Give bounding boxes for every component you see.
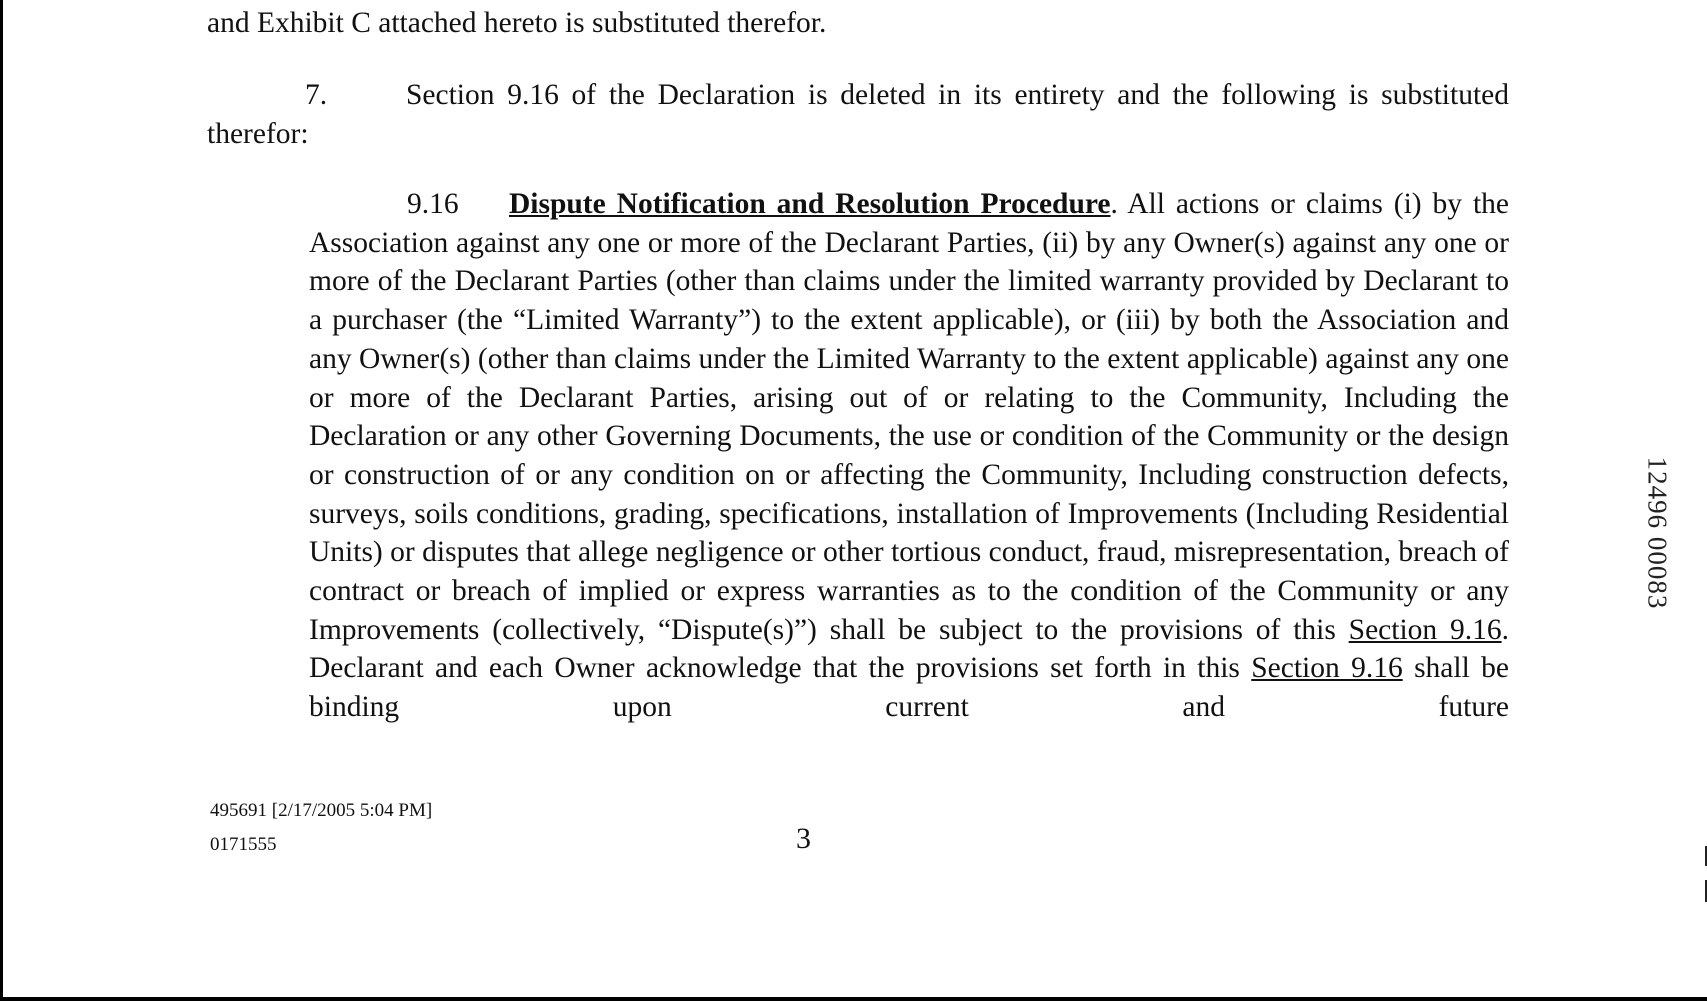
section-reference: Section 9.16 xyxy=(1348,613,1502,646)
footer-doc-id: 495691 [2/17/2005 5:04 PM] xyxy=(210,800,433,821)
side-stamp xyxy=(1640,388,1674,678)
section-9-16-paragraph xyxy=(309,185,1509,727)
page-number: 3 xyxy=(796,822,811,855)
footer-code: 0171555 xyxy=(210,834,277,855)
paragraph-7-number: 7. xyxy=(305,79,328,111)
side-stamp-text: 12496 00083 xyxy=(1642,456,1673,610)
scan-bottom-border xyxy=(0,997,1707,1001)
truncated-top-line: and Exhibit C attached hereto is substituted therefor. xyxy=(207,7,827,39)
paragraph-7 xyxy=(207,76,1509,153)
section-body-text: shall be binding upon current and future xyxy=(309,652,1509,724)
section-body-text: . All actions or claims (i) by the Association against any one or more of the Declarant Parties, (ii) by any Owner(s) against any one or more of the Declarant Parties (other than claims under the limited warranty provided by Declarant to a purchaser (the “Limited Warranty”) to the extent applicable), or (iii) by both the Association and any Owner(s) (other than claims under the Limited Warranty to the extent applicable) against any one or more of the Declarant Parties, arising out of or relating to the Community, Including the Declaration or any other Governing Documents, the use or condition of the Community or the design or construction of or any condition on or affecting the Community, Including construction defects, surveys, soils conditions, grading, specifications, installation of Improvements (Including Residential Units) or disputes that allege negligence or other tortious conduct, fraud, misrepresentation, breach of contract or breach of implied or express warranties as to the condition of the Community or any Improvements (collectively, “Dispute(s)”) shall be subject to the provisions of this xyxy=(309,188,1510,646)
scan-left-border xyxy=(0,0,3,1001)
section-reference: Section 9.16 xyxy=(1251,652,1403,685)
paragraph-7-text: Section 9.16 of the Declaration is deleted in its entirety and the following is substituted therefor: xyxy=(207,79,1509,150)
section-heading: Dispute Notification and Resolution Procedure xyxy=(509,188,1111,220)
section-body-text: . Declarant and each Owner acknowledge that the provisions set forth in this xyxy=(309,613,1509,685)
section-9-16-number: 9.16 xyxy=(407,188,459,220)
